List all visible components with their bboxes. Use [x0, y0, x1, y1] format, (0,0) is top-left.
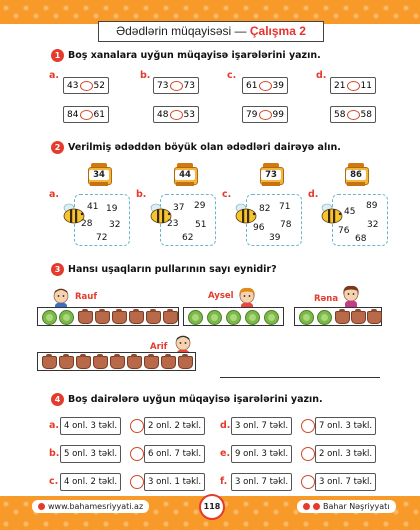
- money-bag-icon: [129, 311, 144, 324]
- q1-number: 1: [51, 49, 64, 62]
- blank-circle[interactable]: [301, 475, 315, 489]
- girl-icon: [340, 285, 362, 309]
- number-option[interactable]: 39: [269, 233, 281, 243]
- coin-icon: [317, 310, 332, 325]
- bee-icon: [232, 203, 258, 225]
- page-number: 118: [199, 494, 225, 520]
- number-option[interactable]: 32: [367, 220, 379, 230]
- q1-compare-box[interactable]: 58 58: [330, 106, 376, 123]
- beehive-icon: 86: [345, 163, 367, 187]
- number-option[interactable]: 32: [109, 220, 121, 230]
- q2-number: 2: [51, 141, 64, 154]
- q4-number: 4: [51, 393, 64, 406]
- coin-icon: [226, 310, 241, 325]
- q4-right-box: 3 onl. 7 təkl.: [315, 473, 376, 491]
- q4-right-box: 3 onl. 1 təkl.: [144, 473, 205, 491]
- q3-answer-line[interactable]: [220, 377, 380, 378]
- publisher-text: Bahar Nəşriyyatı: [323, 502, 390, 511]
- number-option[interactable]: 72: [96, 233, 108, 243]
- money-bag-icon: [161, 356, 176, 369]
- money-bag-icon: [42, 356, 57, 369]
- q1-compare-box[interactable]: 79 99: [242, 106, 288, 123]
- blank-oval[interactable]: [259, 110, 272, 120]
- coin-icon: [42, 310, 57, 325]
- q1-label-a: a.: [49, 70, 60, 81]
- beehive-icon: 34: [88, 163, 110, 187]
- child-name-rena: Rəna: [314, 294, 339, 304]
- q4-label-b: b.: [49, 448, 60, 459]
- social-icon: [303, 503, 310, 510]
- money-bag-icon: [76, 356, 91, 369]
- blank-oval[interactable]: [259, 81, 272, 91]
- q3-instruction: Hansı uşaqların pullarının sayı eynidir?: [68, 264, 277, 275]
- website-text: www.bahamesriyyati.az: [48, 502, 144, 511]
- q4-left-box: 4 onl. 3 təkl.: [60, 417, 121, 435]
- blank-oval[interactable]: [170, 81, 183, 91]
- q2-label-b: b.: [136, 189, 147, 200]
- number-option[interactable]: 23: [167, 219, 179, 229]
- money-bag-icon: [335, 311, 350, 324]
- coin-icon: [299, 310, 314, 325]
- q4-label-d: d.: [220, 420, 231, 431]
- number-option[interactable]: 62: [182, 233, 194, 243]
- money-bag-icon: [112, 311, 127, 324]
- q2-label-a: a.: [49, 189, 60, 200]
- q4-label-e: e.: [220, 448, 231, 459]
- q1-label-d: d.: [316, 70, 327, 81]
- q2-label-d: d.: [308, 189, 319, 200]
- coin-icon: [245, 310, 260, 325]
- q4-right-box: 2 onl. 3 təkl.: [315, 445, 376, 463]
- page-title: [98, 21, 324, 42]
- number-option[interactable]: 51: [195, 220, 207, 230]
- coin-icon: [207, 310, 222, 325]
- number-option[interactable]: 37: [173, 203, 185, 213]
- q1-label-c: c.: [227, 70, 237, 81]
- q4-right-box: 6 onl. 7 təkl.: [144, 445, 205, 463]
- money-strip-rauf: [37, 307, 179, 326]
- q4-right-box: 2 onl. 2 təkl.: [144, 417, 205, 435]
- q1-compare-box[interactable]: 73 73: [153, 77, 199, 94]
- title-main: Ədədlərin müqayisəsi —: [116, 24, 250, 38]
- number-option[interactable]: 71: [279, 202, 291, 212]
- number-option[interactable]: 29: [194, 201, 206, 211]
- blank-oval[interactable]: [80, 110, 93, 120]
- q4-label-f: f.: [220, 476, 228, 487]
- q4-label-a: a.: [49, 420, 60, 431]
- q1-compare-box[interactable]: 84 61: [63, 106, 109, 123]
- money-bag-icon: [146, 311, 161, 324]
- q2-instruction: Verilmiş ədəddən böyük olan ədədləri dairəyə alın.: [68, 142, 341, 153]
- child-name-aysel: Aysel: [208, 291, 234, 301]
- number-option[interactable]: 96: [253, 223, 265, 233]
- child-name-arif: Arif: [150, 342, 168, 352]
- q1-instruction: Boş xanalara uyğun müqayisə işarələrini yazın.: [68, 50, 321, 61]
- q1-compare-box[interactable]: 21 11: [330, 77, 376, 94]
- number-option[interactable]: 41: [87, 202, 99, 212]
- money-strip-arif: [37, 352, 196, 371]
- blank-oval[interactable]: [347, 81, 360, 91]
- beehive-icon: 73: [260, 163, 282, 187]
- money-bag-icon: [78, 311, 93, 324]
- money-bag-icon: [127, 356, 142, 369]
- coin-icon: [264, 310, 279, 325]
- bee-icon: [318, 203, 344, 225]
- number-option[interactable]: 28: [81, 219, 93, 229]
- number-option[interactable]: 45: [344, 207, 356, 217]
- money-bag-icon: [93, 356, 108, 369]
- q1-compare-box[interactable]: 48 53: [153, 106, 199, 123]
- q3-number: 3: [51, 263, 64, 276]
- blank-circle[interactable]: [130, 475, 144, 489]
- q4-left-box: 9 onl. 3 təkl.: [231, 445, 292, 463]
- q4-instruction: Boş dairələrə uyğun müqayisə işarələrini yazın.: [68, 394, 323, 405]
- money-bag-icon: [144, 356, 159, 369]
- q4-left-box: 4 onl. 2 təkl.: [60, 473, 121, 491]
- number-option[interactable]: 78: [280, 220, 292, 230]
- number-option[interactable]: 82: [259, 204, 271, 214]
- facebook-icon: [313, 503, 320, 510]
- website-link[interactable]: [32, 500, 149, 513]
- q4-right-box: 7 onl. 3 təkl.: [315, 417, 376, 435]
- number-option[interactable]: 68: [355, 234, 367, 244]
- money-bag-icon: [163, 311, 178, 324]
- money-strip-rena: [294, 307, 382, 326]
- money-bag-icon: [178, 356, 193, 369]
- title-accent: Çalışma 2: [249, 24, 306, 38]
- q4-left-box: 3 onl. 7 təkl.: [231, 417, 292, 435]
- coin-icon: [59, 310, 74, 325]
- beehive-icon: 44: [174, 163, 196, 187]
- number-option[interactable]: 19: [106, 204, 118, 214]
- money-bag-icon: [367, 311, 382, 324]
- money-strip-aysel: [183, 307, 284, 326]
- blank-circle[interactable]: [301, 447, 315, 461]
- q1-compare-box[interactable]: 43 52: [63, 77, 109, 94]
- blank-circle[interactable]: [130, 419, 144, 433]
- number-option[interactable]: 76: [338, 226, 350, 236]
- q2-label-c: c.: [222, 189, 232, 200]
- money-bag-icon: [59, 356, 74, 369]
- money-bag-icon: [110, 356, 125, 369]
- number-option[interactable]: 89: [366, 201, 378, 211]
- blank-oval[interactable]: [347, 110, 360, 120]
- q1-compare-box[interactable]: 61 39: [242, 77, 288, 94]
- money-bag-icon: [351, 311, 366, 324]
- money-bag-icon: [95, 311, 110, 324]
- publisher-label: [297, 500, 396, 513]
- q4-left-box: 3 onl. 7 təkl.: [231, 473, 292, 491]
- blank-oval[interactable]: [170, 110, 183, 120]
- q4-left-box: 5 onl. 3 təkl.: [60, 445, 121, 463]
- blank-circle[interactable]: [301, 419, 315, 433]
- blank-circle[interactable]: [130, 447, 144, 461]
- q4-label-c: c.: [49, 476, 59, 487]
- child-name-rauf: Rauf: [75, 292, 98, 302]
- globe-icon: [38, 503, 45, 510]
- q1-label-b: b.: [140, 70, 151, 81]
- blank-oval[interactable]: [80, 81, 93, 91]
- coin-icon: [188, 310, 203, 325]
